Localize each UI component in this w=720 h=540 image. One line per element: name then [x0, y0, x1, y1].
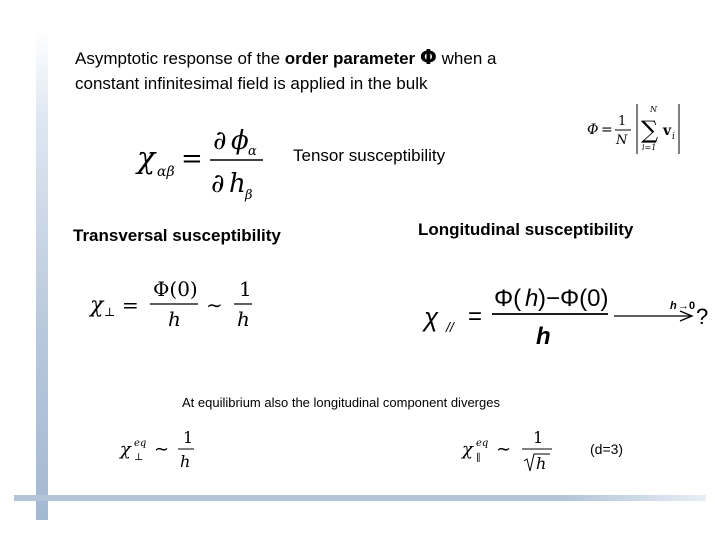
- svg-text:∂: ∂: [211, 169, 225, 199]
- svg-text:χ: χ: [462, 439, 473, 460]
- svg-text:h: h: [536, 454, 547, 473]
- svg-text:=: =: [181, 144, 203, 174]
- decorative-horizontal-bar: [14, 495, 706, 501]
- dimension-note: (d=3): [590, 441, 624, 457]
- tensor-susceptibility-label: Tensor susceptibility: [293, 146, 446, 165]
- svg-text:1: 1: [618, 114, 627, 129]
- svg-text:∥: ∥: [476, 453, 481, 464]
- svg-text:i: i: [672, 132, 675, 142]
- svg-text:?: ?: [696, 304, 709, 329]
- svg-text:Φ(0): Φ(0): [153, 277, 198, 301]
- longitudinal-susceptibility-label: Longitudinal susceptibility: [418, 220, 634, 239]
- svg-text:∼: ∼: [206, 293, 223, 317]
- svg-text:=: =: [122, 293, 139, 317]
- svg-text:Φ(: Φ(: [494, 285, 522, 312]
- svg-text:1: 1: [533, 428, 544, 447]
- equilibrium-note: At equilibrium also the longitudinal component diverges: [182, 395, 500, 410]
- svg-text:∼: ∼: [154, 439, 170, 460]
- svg-text:N: N: [650, 105, 657, 114]
- svg-text:1: 1: [239, 277, 252, 301]
- svg-text:h: h: [180, 452, 191, 471]
- svg-text:∑: ∑: [641, 116, 659, 144]
- intro-bold-order-parameter: order parameter: [284, 49, 416, 68]
- svg-text:Φ: Φ: [587, 122, 599, 138]
- svg-text://: //: [446, 319, 454, 335]
- equilibrium-longitudinal-formula: [460, 425, 560, 484]
- order-parameter-formula: [585, 98, 700, 162]
- longitudinal-formula: [422, 278, 717, 357]
- intro-text-1: Asymptotic response of the: [75, 49, 285, 68]
- svg-text:i=1: i=1: [642, 143, 657, 152]
- svg-text:→0: →0: [678, 300, 696, 312]
- svg-text:1: 1: [183, 428, 194, 447]
- svg-text:h: h: [525, 285, 539, 312]
- tensor-susceptibility-formula: [135, 115, 285, 209]
- equilibrium-transversal-formula: [118, 425, 208, 484]
- svg-text:⊥: ⊥: [104, 305, 116, 319]
- svg-text:α: α: [248, 144, 257, 159]
- svg-text:χ: χ: [120, 439, 131, 460]
- svg-text:χ: χ: [90, 293, 104, 318]
- svg-text:h: h: [237, 307, 250, 331]
- svg-text:eq: eq: [476, 438, 489, 449]
- transversal-formula: [88, 268, 268, 342]
- svg-text:∂: ∂: [213, 126, 227, 156]
- svg-text:h: h: [670, 300, 677, 312]
- svg-text:χ: χ: [424, 302, 439, 332]
- svg-text:=: =: [601, 122, 613, 138]
- intro-text-2: when a: [436, 49, 497, 68]
- svg-text:h: h: [168, 307, 181, 331]
- svg-text:h: h: [229, 169, 246, 199]
- svg-text:=: =: [468, 303, 483, 330]
- svg-text:β: β: [245, 188, 253, 203]
- svg-text:⊥: ⊥: [134, 452, 144, 463]
- svg-text:N: N: [616, 133, 628, 148]
- svg-text:eq: eq: [134, 438, 147, 449]
- transversal-susceptibility-label: Transversal susceptibility: [73, 226, 281, 245]
- svg-text:χ: χ: [137, 141, 156, 176]
- intro-text: [75, 45, 595, 96]
- svg-text:ϕ: ϕ: [231, 126, 249, 156]
- intro-line-2: constant infinitesimal field is applied in the bulk: [75, 74, 428, 93]
- phi-symbol: Φ: [419, 45, 437, 69]
- svg-text:v: v: [663, 123, 672, 139]
- svg-text:)−Φ(0): )−Φ(0): [538, 285, 609, 312]
- svg-text:h: h: [536, 323, 551, 350]
- svg-text:αβ: αβ: [157, 164, 175, 180]
- decorative-vertical-bar: [36, 30, 48, 520]
- svg-text:∼: ∼: [496, 439, 512, 460]
